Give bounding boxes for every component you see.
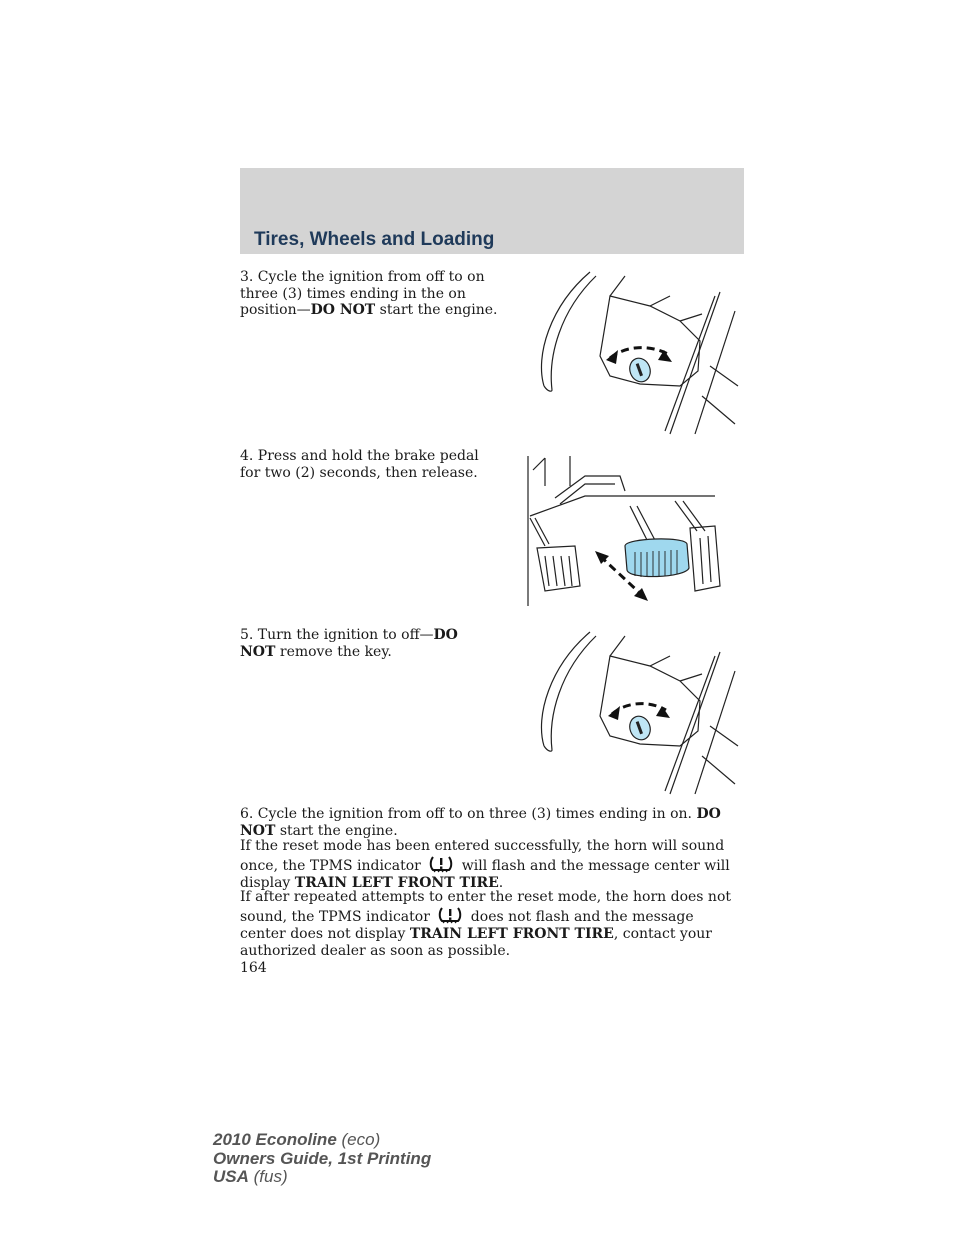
step-3-text: [240, 269, 502, 319]
page-number: 164: [240, 960, 267, 976]
reset-success-message: TRAIN LEFT FRONT TIRE: [294, 875, 499, 891]
brake-pedal-icon: [525, 456, 740, 606]
step-3-warning: DO NOT: [310, 302, 376, 318]
footer-line-3: [213, 1168, 431, 1187]
reset-success-part-a: If the reset mode has been entered successfully, the horn will sound once, the TPMS indicator: [240, 838, 725, 874]
step-5-text: [240, 627, 462, 660]
footer-printing: Owners Guide, 1st Printing: [213, 1148, 432, 1168]
section-title: Tires, Wheels and Loading: [254, 229, 495, 250]
reset-failure-message: TRAIN LEFT FRONT TIRE: [409, 926, 614, 942]
tpms-indicator-icon: [438, 906, 462, 924]
ignition-off-key-icon: [530, 626, 740, 796]
step-5-warning: DO NOT: [240, 627, 458, 660]
reset-failure-part-a: If after repeated attempts to enter the reset mode, the horn does not sound, the TPMS indicator: [240, 889, 731, 925]
step-3-part-b: start the engine.: [375, 302, 498, 318]
step-6-part-a: 6. Cycle the ignition from off to on three (3) times ending in on.: [240, 806, 697, 822]
reset-success-part-c: .: [498, 875, 504, 891]
reset-failure-part-b: does not flash and the message center does not display: [240, 909, 694, 942]
step-3-part-a: 3. Cycle the ignition from off to on three (3) times ending in the on position—: [240, 269, 485, 318]
ignition-key-icon: [530, 266, 740, 436]
step-5-part-a: 5. Turn the ignition to off—: [240, 627, 434, 643]
tpms-indicator-icon: [429, 855, 453, 873]
footer-line-2: [213, 1150, 431, 1169]
reset-failure-paragraph: [240, 889, 740, 960]
step-6-part-b: start the engine.: [275, 823, 398, 839]
reset-failure-part-c: , contact your authorized dealer as soon as possible.: [240, 926, 712, 959]
section-header-band: [240, 168, 744, 254]
step-4-text: 4. Press and hold the brake pedal for two (2) seconds, then release.: [240, 448, 479, 481]
step-5-part-b: remove the key.: [275, 643, 392, 660]
footer-market-code: (fus): [248, 1167, 288, 1186]
footer-line-1: [213, 1131, 431, 1150]
step-6-warning: DO NOT: [240, 806, 721, 839]
document-footer: [213, 1131, 431, 1187]
reset-success-part-b: will flash and the message center will display: [240, 858, 730, 891]
footer-model-code: (eco): [336, 1130, 381, 1149]
step-6-text: [240, 806, 740, 840]
footer-market: USA: [213, 1167, 249, 1186]
reset-success-paragraph: [240, 838, 740, 892]
footer-model: 2010 Econoline: [213, 1130, 337, 1149]
